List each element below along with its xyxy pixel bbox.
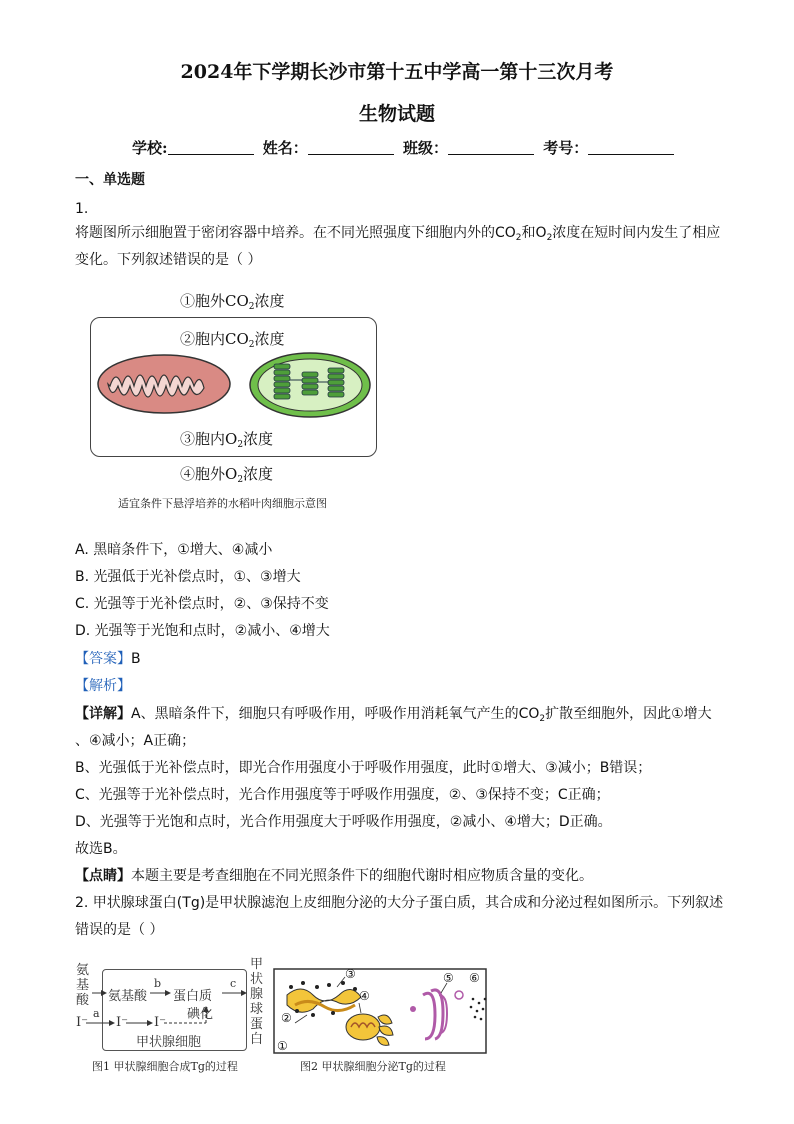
- fig1-iodide-outside: I⁻: [76, 1015, 88, 1030]
- q1-conclusion: 故选B。: [75, 841, 127, 857]
- q1-analysis-tag: 【解析】: [75, 678, 131, 694]
- mitochondrion-icon: [94, 352, 234, 416]
- figure-caption: 适宜条件下悬浮培养的水稻叶肉细胞示意图: [118, 497, 327, 510]
- exam-number-label: 考号：: [543, 139, 589, 157]
- q1-option-c: C. 光强等于光补偿点时，②、③保持不变: [75, 596, 329, 612]
- fig1-cell-label: 甲状腺细胞: [136, 1035, 202, 1050]
- q1-detail-b: B、光强低于光补偿点时，即光合作用强度小于呼吸作用强度，此时①增大、③减小；B错误；: [75, 760, 652, 776]
- fig1-arrows: [74, 955, 274, 1075]
- q2-stem-line2: 错误的是（ ）: [75, 922, 164, 938]
- q1-cell-figure: [88, 288, 383, 518]
- q1-stem-line1: 将题图所示细胞置于密闭容器中培养。在不同光照强度下细胞内外的$CO_2$和$O_2$浓度在短时间内发生了相应: [75, 225, 721, 243]
- fig1-synthesis-diagram: [74, 955, 274, 1075]
- section-heading: 一、单选题: [75, 172, 145, 188]
- fig1-amino-acid-inner: 氨基酸: [108, 989, 148, 1004]
- q1-detail-c: C、光强等于光补偿点时，光合作用强度等于呼吸作用强度，②、③保持不变；C正确；: [75, 787, 610, 803]
- q1-detail-a-cont: 、④减小；A正确；: [75, 733, 196, 749]
- fig2-marker-5: ⑤: [443, 971, 454, 985]
- fig2-marker-3: ③: [345, 967, 356, 981]
- fig1-step-a: a: [93, 1007, 100, 1020]
- student-info-line: [132, 137, 678, 158]
- q1-detail-a: 【详解】A、黑暗条件下，细胞只有呼吸作用，呼吸作用消耗氧气产生的$CO_2$扩散至细胞外，因此①增大: [75, 706, 712, 724]
- name-label: 姓名：: [262, 139, 308, 157]
- q1-comment: 【点睛】本题主要是考查细胞在不同光照条件下的细胞代谢时相应物质含量的变化。: [75, 868, 593, 884]
- label-extracellular-co2: ①胞外$CO_2$浓度: [180, 292, 285, 312]
- q1-option-b: B. 光强低于光补偿点时，①、③增大: [75, 569, 301, 585]
- school-blank: [168, 140, 254, 155]
- q1-option-a: A. 黑暗条件下，①增大、④减小: [75, 542, 273, 558]
- fig1-caption: 图1 甲状腺细胞合成Tg的过程: [92, 1060, 238, 1073]
- fig1-thyroglobulin-label: 甲 状 腺 球 蛋 白: [250, 957, 264, 1047]
- fig2-marker-1: ①: [277, 1039, 288, 1053]
- exam-title: 2024年下学期长沙市第十五中学高一第十三次月考: [180, 61, 614, 83]
- fig2-marker-4: ④: [359, 989, 370, 1003]
- q1-number: 1.: [75, 201, 89, 217]
- fig1-iodide-inner2: I⁻: [154, 1015, 166, 1030]
- fig1-amino-acid-label: 氨 基 酸: [76, 963, 90, 1008]
- exam-subtitle: 生物试题: [358, 103, 435, 125]
- school-label: 学校:: [132, 139, 168, 157]
- name-blank: [308, 140, 394, 155]
- fig1-protein: 蛋白质: [173, 989, 213, 1004]
- exam-number-blank: [588, 140, 674, 155]
- fig2-caption: 图2 甲状腺细胞分泌Tg的过程: [300, 1060, 446, 1073]
- label-intracellular-o2: ③胞内$O_2$浓度: [180, 430, 274, 450]
- label-extracellular-o2: ④胞外$O_2$浓度: [180, 465, 274, 485]
- fig1-iodide-inner1: I⁻: [116, 1015, 128, 1030]
- label-intracellular-co2: ②胞内$CO_2$浓度: [180, 330, 285, 350]
- fig2-marker-6: ⑥: [469, 971, 480, 985]
- fig2-secretion-diagram: [273, 965, 503, 1057]
- fig1-step-c: c: [230, 977, 237, 990]
- fig2-marker-2: ②: [281, 1011, 292, 1025]
- fig1-step-b: b: [154, 977, 162, 990]
- fig1-iodination: 碘化: [187, 1007, 214, 1022]
- class-blank: [448, 140, 534, 155]
- q1-stem-line2: 变化。下列叙述错误的是（ ）: [75, 252, 262, 268]
- q1-answer: 【答案】B: [75, 651, 141, 667]
- class-label: 班级：: [403, 139, 449, 157]
- q1-detail-d: D、光强等于光饱和点时，光合作用强度大于呼吸作用强度，②减小、④增大；D正确。: [75, 814, 612, 830]
- q1-option-d: D. 光强等于光饱和点时，②减小、④增大: [75, 623, 330, 639]
- q2-stem-line1: 2. 甲状腺球蛋白(Tg)是甲状腺滤泡上皮细胞分泌的大分子蛋白质，其合成和分泌过程如图所示。下列叙述: [75, 895, 724, 911]
- chloroplast-icon: [248, 350, 372, 420]
